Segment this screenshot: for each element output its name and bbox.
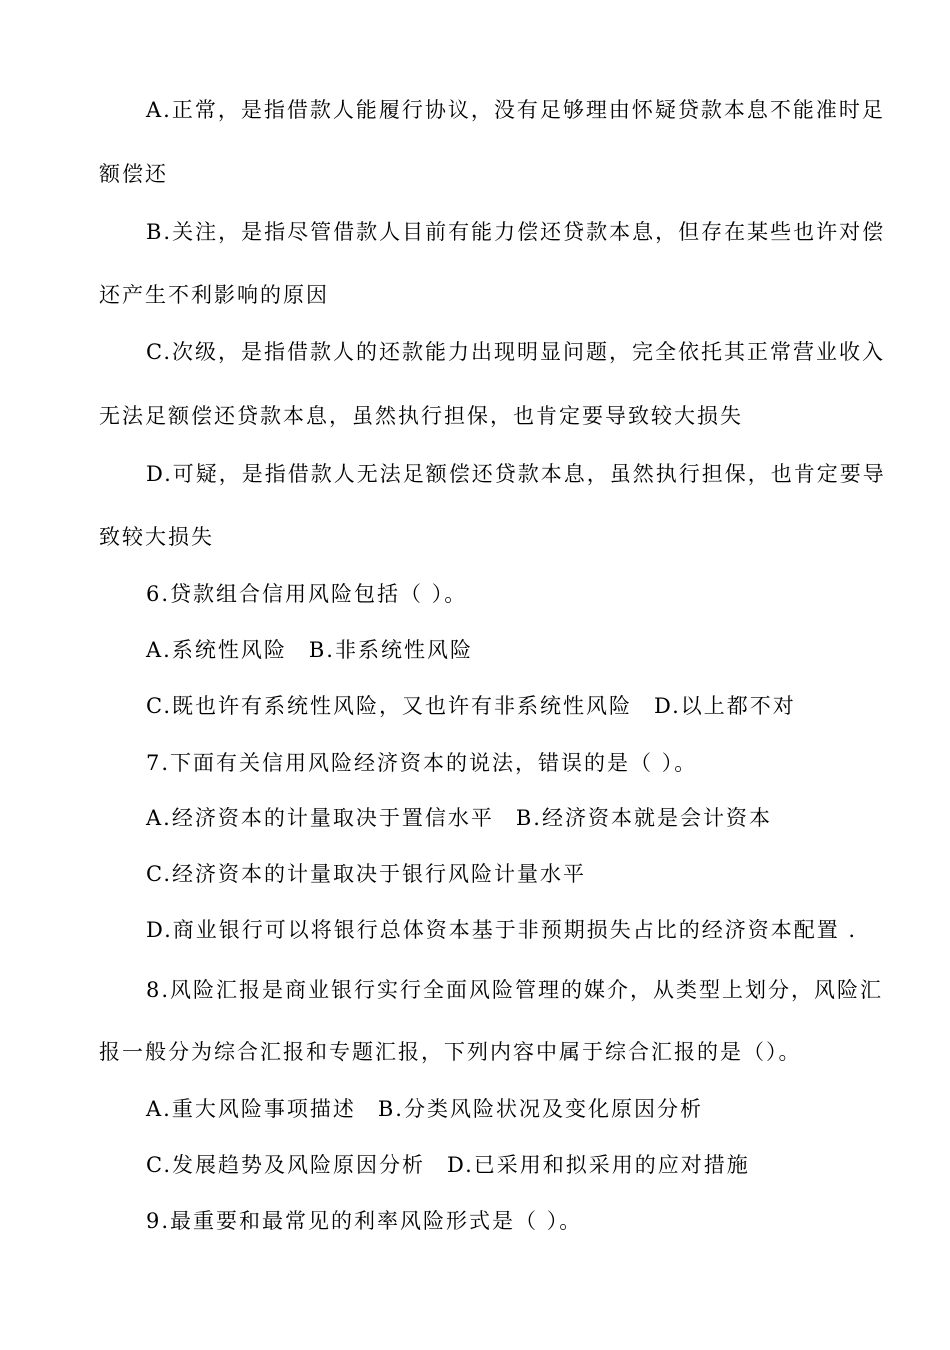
q8-options-row1 [146,1099,703,1120]
q8-stem-line1: 8.风险汇报是商业银行实行全面风险管理的媒介，从类型上划分，风险汇 [146,978,884,1002]
q8-option-a: A.重大风险事项描述 [146,1097,356,1121]
q5-option-d-line2: 致较大损失 [99,525,214,549]
q8-stem-line2: 报一般分为综合汇报和专题汇报，下列内容中属于综合汇报的是（）。 [99,1040,802,1064]
q5-option-c-line2: 无法足额偿还贷款本息，虽然执行担保，也肯定要导致较大损失 [99,404,743,428]
q7-options-row1 [146,808,772,829]
q7-stem: 7.下面有关信用风险经济资本的说法，错误的是（ ）。 [146,751,698,775]
q7-option-a: A.经济资本的计量取决于置信水平 [146,806,494,830]
q6-option-a: A.系统性风险 [146,638,287,662]
q8-options-row2 [146,1155,750,1176]
q5-option-a-line1: A.正常，是指借款人能履行协议，没有足够理由怀疑贷款本息不能准时足 [146,98,885,122]
q6-stem: 6.贷款组合信用风险包括（ ）。 [146,582,468,606]
q8-option-d: D.已采用和拟采用的应对措施 [447,1153,750,1177]
q5-option-a-line2: 额偿还 [99,162,168,186]
q5-option-b-line2: 还产生不利影响的原因 [99,283,329,307]
q6-option-b: B.非系统性风险 [308,638,473,662]
q5-option-c-line1: C.次级，是指借款人的还款能力出现明显问题，完全依托其正常营业收入 [146,340,885,364]
q6-option-d: D.以上都不对 [654,694,796,718]
q9-stem: 9.最重要和最常见的利率风险形式是（ ）。 [146,1209,583,1233]
q8-option-c: C.发展趋势及风险原因分析 [146,1153,425,1177]
q6-options-row1 [146,640,473,661]
q5-option-d-line1: D.可疑，是指借款人无法足额偿还贷款本息，虽然执行担保，也肯定要导 [146,462,886,486]
q8-option-b: B.分类风险状况及变化原因分析 [377,1097,703,1121]
q6-option-c: C.既也许有系统性风险，又也许有非系统性风险 [146,694,632,718]
q5-option-b-line1: B.关注，是指尽管借款人目前有能力偿还贷款本息，但存在某些也许对偿 [146,220,886,244]
q7-option-c: C.经济资本的计量取决于银行风险计量水平 [146,862,586,886]
q6-options-row2 [146,696,796,717]
q7-option-d: D.商业银行可以将银行总体资本基于非预期损失占比的经济资本配置 . [146,918,858,942]
q7-option-b: B.经济资本就是会计资本 [515,806,772,830]
